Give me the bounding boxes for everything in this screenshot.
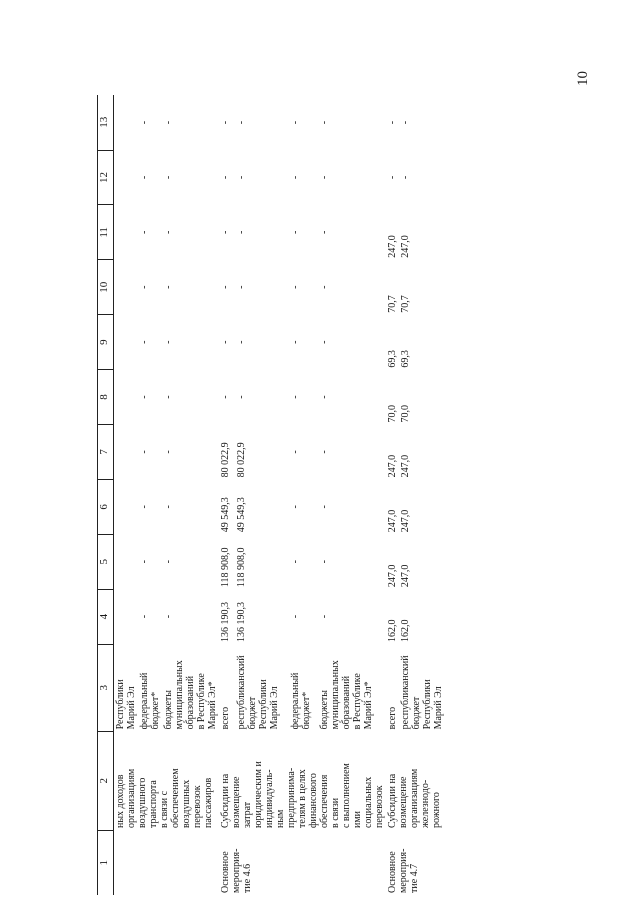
column-header-12: 12 <box>98 150 114 205</box>
amount-cell: 80 022,9 <box>220 442 231 478</box>
column-number-row <box>98 95 114 895</box>
amount-cell: - <box>290 340 302 344</box>
amount-cell: - <box>163 285 174 289</box>
amount-cell: - <box>318 175 330 180</box>
amount-cell: 247,0 <box>387 564 398 588</box>
amount-cell <box>114 370 139 425</box>
table-row <box>114 95 139 895</box>
amount-cell: - <box>318 505 330 509</box>
amount-cell: - <box>318 614 330 619</box>
amount-cell: 118 908,0 <box>220 547 231 588</box>
amount-cell: - <box>400 120 411 125</box>
amount-cell: - <box>318 120 330 125</box>
funding-source-cell: республиканский бюджет Республики Марий Эл <box>235 655 280 730</box>
amount-cell: 136 190,3 <box>235 602 247 643</box>
amount-cell: 49 549,3 <box>220 497 231 533</box>
amount-cell: - <box>163 175 174 180</box>
amount-cell: - <box>163 120 174 125</box>
table-row <box>386 95 399 895</box>
amount-cell: - <box>290 450 302 454</box>
amount-cell: - <box>318 450 330 454</box>
amount-cell: 162,0 <box>387 619 398 643</box>
amount-cell: 247,0 <box>387 509 398 533</box>
amount-cell: 69,3 <box>400 350 411 368</box>
budget-table-sheet <box>97 95 627 895</box>
page-number: 10 <box>575 71 591 86</box>
amount-cell <box>114 315 139 370</box>
funding-source-cell: всего <box>220 706 231 730</box>
amount-cell <box>114 534 139 589</box>
amount-cell: - <box>318 285 330 289</box>
column-header-2: 2 <box>98 731 114 830</box>
amount-cell: - <box>235 395 247 399</box>
amount-cell: - <box>139 614 150 619</box>
amount-cell: 80 022,9 <box>235 442 247 478</box>
amount-cell: - <box>235 340 247 344</box>
amount-cell: 70,7 <box>387 295 398 313</box>
event-code-cell <box>114 830 220 895</box>
amount-cell: - <box>163 560 174 564</box>
funding-source-cell: бюджеты муниципальных образований в Республике Марий Эл* <box>318 660 374 730</box>
amount-cell: - <box>318 395 330 399</box>
column-header-11: 11 <box>98 205 114 260</box>
amount-cell: - <box>220 395 231 399</box>
column-header-8: 8 <box>98 370 114 425</box>
amount-cell: 70,7 <box>400 295 411 313</box>
amount-cell: - <box>163 340 174 344</box>
amount-cell: - <box>139 120 150 125</box>
amount-cell: - <box>163 395 174 399</box>
column-header-13: 13 <box>98 95 114 150</box>
amount-cell: - <box>139 175 150 180</box>
amount-cell: 49 549,3 <box>235 497 247 533</box>
column-header-6: 6 <box>98 479 114 534</box>
column-header-7: 7 <box>98 424 114 479</box>
amount-cell: 247,0 <box>400 509 411 533</box>
event-name-cell: Субсидии на возмещение затрат юридическим и индивидуаль- ным предпринима- телям в целях финансового обеспечения в связи с выполнением ими социальных перевозок <box>220 761 385 829</box>
amount-cell: 70,0 <box>387 404 398 423</box>
amount-cell: 118 908,0 <box>235 547 247 588</box>
amount-cell <box>114 424 139 479</box>
amount-cell <box>114 479 139 534</box>
amount-cell: - <box>139 560 150 564</box>
amount-cell: - <box>290 395 302 399</box>
table-row <box>219 95 235 895</box>
amount-cell: - <box>139 340 150 344</box>
event-code-cell: Основное мероприя- тие 4.7 <box>387 848 420 893</box>
amount-cell: - <box>163 450 174 454</box>
amount-cell: - <box>290 614 302 619</box>
amount-cell: 247,0 <box>400 564 411 588</box>
amount-cell: 136 190,3 <box>220 602 231 643</box>
funding-source-cell: бюджеты муниципальных образований в Республике Марий Эл* <box>163 660 218 730</box>
amount-cell: - <box>139 285 150 289</box>
amount-cell <box>114 95 139 150</box>
column-header-10: 10 <box>98 260 114 315</box>
column-header-9: 9 <box>98 315 114 370</box>
amount-cell: - <box>318 340 330 344</box>
amount-cell: - <box>290 230 302 235</box>
amount-cell <box>114 150 139 205</box>
amount-cell: - <box>387 120 398 125</box>
amount-cell: 247,0 <box>400 454 411 478</box>
amount-cell: - <box>318 230 330 235</box>
funding-source-cell: федеральный бюджет* <box>290 672 313 730</box>
amount-cell: - <box>220 340 231 344</box>
amount-cell <box>114 589 139 644</box>
amount-cell: - <box>235 230 247 235</box>
amount-cell: - <box>235 285 247 289</box>
amount-cell: 247,0 <box>387 454 398 478</box>
amount-cell: - <box>220 230 231 235</box>
amount-cell: - <box>290 505 302 509</box>
amount-cell: - <box>139 395 150 399</box>
amount-cell: 162,0 <box>400 619 411 643</box>
column-header-3: 3 <box>98 644 114 731</box>
table-body <box>98 95 446 895</box>
amount-cell: - <box>163 614 174 619</box>
event-name-cell: ных доходов организациям воздушного транспорта в связи с обеспечением воздушных перевозок пассажиров <box>115 768 214 829</box>
budget-table <box>97 95 445 895</box>
amount-cell: - <box>220 175 231 180</box>
event-name-cell: Субсидии на возмещение организациям железнодо- рожного <box>387 768 442 829</box>
amount-cell: - <box>220 120 231 125</box>
funding-source-cell: федеральный бюджет* <box>139 672 161 730</box>
amount-cell: - <box>400 175 411 180</box>
amount-cell: - <box>220 285 231 289</box>
amount-cell: - <box>387 175 398 180</box>
amount-cell <box>114 260 139 315</box>
column-header-5: 5 <box>98 534 114 589</box>
amount-cell: 247,0 <box>400 235 411 258</box>
amount-cell: - <box>290 175 302 180</box>
amount-cell: - <box>318 560 330 564</box>
amount-cell: - <box>139 230 150 235</box>
funding-source-cell: Республики Марий Эл <box>115 679 137 730</box>
amount-cell: - <box>290 285 302 289</box>
funding-source-cell: республиканский бюджет Республики Марий Эл <box>400 655 444 730</box>
amount-cell: - <box>163 505 174 509</box>
amount-cell: - <box>290 120 302 125</box>
amount-cell: 69,3 <box>387 350 398 368</box>
column-header-1: 1 <box>98 830 114 895</box>
column-header-4: 4 <box>98 589 114 644</box>
amount-cell: 70,0 <box>400 404 411 423</box>
amount-cell: - <box>163 230 174 235</box>
amount-cell: 247,0 <box>387 235 398 258</box>
amount-cell: - <box>235 175 247 180</box>
amount-cell: - <box>139 450 150 454</box>
amount-cell: - <box>235 120 247 125</box>
amount-cell <box>114 205 139 260</box>
amount-cell: - <box>139 505 150 509</box>
amount-cell: - <box>290 560 302 564</box>
event-code-cell: Основное мероприя- тие 4.6 <box>220 848 253 893</box>
funding-source-cell: всего <box>387 706 398 730</box>
